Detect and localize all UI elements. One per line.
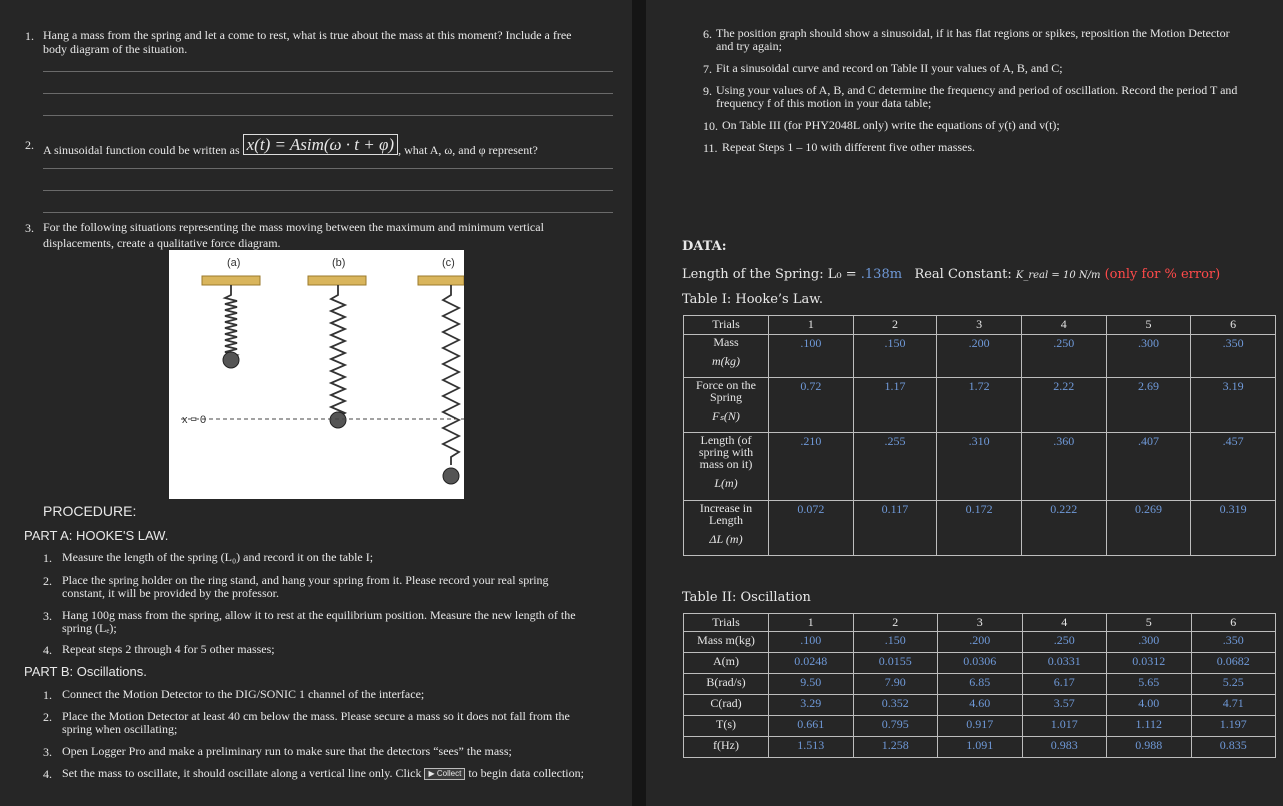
question-2-number: 2. [25, 138, 34, 152]
table1-trial-3[interactable]: 3 [937, 316, 1022, 335]
table2-cell[interactable]: 9.50 [769, 674, 854, 695]
left-page [0, 0, 632, 806]
table2-cell[interactable]: 0.0248 [769, 653, 854, 674]
step-9-text-cont: frequency f of this motion in your data table; [716, 96, 932, 110]
table1-row-header[interactable] [684, 433, 769, 501]
table2-title: Table II: Oscillation [682, 590, 811, 605]
step-10-number: 10. [703, 119, 718, 133]
a-step-4-text: Repeat steps 2 through 4 for 5 other masses; [62, 642, 275, 656]
a-step-3-text-cont: spring (Lₑ); [62, 621, 117, 635]
table2-cell[interactable]: 0.0331 [1022, 653, 1107, 674]
table2-trial-5[interactable]: 5 [1107, 614, 1192, 632]
table2-cell[interactable]: .100 [769, 632, 854, 653]
table2-row-header[interactable]: C(rad) [684, 695, 769, 716]
table1-cell[interactable]: .150 [853, 335, 937, 378]
table2-cell[interactable]: 0.352 [853, 695, 938, 716]
question-3-text: For the following situations representing the mass moving between the maximum and minimum vertical [43, 220, 544, 234]
step-7-number: 7. [703, 62, 712, 76]
step-9-text: Using your values of A, B, and C determine the frequency and period of oscillation. Record the period T and [716, 83, 1238, 97]
table1-cell[interactable]: 0.172 [937, 501, 1022, 556]
table1-row-header[interactable] [684, 335, 769, 378]
table1-cell[interactable]: 0.72 [769, 378, 854, 433]
figure-label-a: (a) [227, 257, 241, 269]
table2-row-header[interactable]: T(s) [684, 716, 769, 737]
x0-label: x = 0 [182, 414, 207, 426]
question-1-text: Hang a mass from the spring and let a come to rest, what is true about the mass at this moment? Include a free [43, 28, 572, 42]
table2-trial-6[interactable]: 6 [1191, 614, 1276, 632]
answer-line[interactable] [43, 212, 613, 213]
table2-cell[interactable]: 0.795 [853, 716, 938, 737]
table2-cell[interactable]: 6.17 [1022, 674, 1107, 695]
table2-cell[interactable]: 7.90 [853, 674, 938, 695]
table1-cell[interactable]: 2.22 [1021, 378, 1106, 433]
page-gutter [632, 0, 646, 806]
ceiling-c [418, 276, 464, 285]
row-header-unit: m(kg) [712, 354, 740, 368]
step-7-text: Fit a sinusoidal curve and record on Table II your values of A, B, and C; [716, 61, 1063, 75]
mass-c [443, 468, 459, 484]
real-constant-value: K_real = 10 N/m [1015, 270, 1101, 281]
b-step-4-number: 4. [43, 767, 52, 781]
collect-button[interactable]: ▶ Collect [424, 768, 465, 780]
table2-cell[interactable]: 1.091 [938, 737, 1023, 758]
table2-cell[interactable]: 1.258 [853, 737, 938, 758]
table1-cell[interactable]: .210 [769, 433, 854, 501]
b-step-3-number: 3. [43, 745, 52, 759]
a-step-2-number: 2. [43, 574, 52, 588]
table1-cell[interactable]: .407 [1106, 433, 1191, 501]
question-3-text-cont: displacements, create a qualitative force diagram. [43, 236, 281, 250]
ceiling-b [308, 276, 366, 285]
table2-trial-1[interactable]: 1 [769, 614, 854, 632]
step-10-text: On Table III (for PHY2048L only) write the equations of y(t) and v(t); [722, 118, 1060, 132]
table1-trial-1[interactable]: 1 [769, 316, 854, 335]
table1-cell[interactable]: 0.222 [1021, 501, 1106, 556]
table2-cell[interactable]: 0.988 [1107, 737, 1192, 758]
table2-cell[interactable]: .250 [1022, 632, 1107, 653]
table2-row [684, 716, 1276, 737]
row-header-unit: ΔL (m) [709, 532, 743, 546]
table1-cell[interactable]: .250 [1021, 335, 1106, 378]
procedure-title: PROCEDURE: [43, 503, 137, 519]
table2-trial-4[interactable]: 4 [1022, 614, 1107, 632]
spring-diagram [169, 250, 464, 499]
table2-row-header[interactable]: f(Hz) [684, 737, 769, 758]
table1-title: Table I: Hooke’s Law. [682, 292, 823, 307]
question-2-text: A sinusoidal function could be written as x(t) = Asim(ω · t + φ) , what A, ω, and φ represent? [43, 135, 538, 157]
table2-row [684, 653, 1276, 674]
table2-row [684, 632, 1276, 653]
table1-header-label[interactable]: Trials [684, 316, 769, 335]
table1-row [684, 501, 1276, 556]
table1-cell[interactable]: .360 [1021, 433, 1106, 501]
b-step-4-text: Set the mass to oscillate, it should oscillate along a vertical line only. Click ▶ Collect to begin data collection; [62, 766, 584, 780]
row-header-label: Mass [713, 335, 739, 349]
a-step-2-text-cont: constant, it will be provided by the professor. [62, 586, 279, 600]
a-step-1-number: 1. [43, 551, 52, 565]
a-step-1-text: Measure the length of the spring (L₀) and record it on the table I; [62, 550, 374, 564]
real-constant-note: (only for % error) [1104, 267, 1221, 282]
table2-row-header[interactable]: Mass m(kg) [684, 632, 769, 653]
table2-cell[interactable]: 4.71 [1191, 695, 1276, 716]
row-header-label: Force on the Spring [696, 378, 756, 404]
figure-label-b: (b) [332, 257, 346, 269]
table1-row-header[interactable] [684, 378, 769, 433]
answer-line[interactable] [43, 115, 613, 116]
table1-trial-2[interactable]: 2 [853, 316, 937, 335]
table1-cell[interactable]: 3.19 [1191, 378, 1276, 433]
b-step-2-text-cont: spring when oscillating; [62, 722, 178, 736]
row-header-unit: Fₛ(N) [712, 409, 740, 423]
table2-cell[interactable]: 5.65 [1107, 674, 1192, 695]
table1-cell[interactable]: 1.72 [937, 378, 1022, 433]
table2-cell[interactable]: 0.983 [1022, 737, 1107, 758]
spring-mass-figure [169, 250, 464, 499]
table2-cell[interactable]: 0.0306 [938, 653, 1023, 674]
table2-cell[interactable]: .300 [1107, 632, 1192, 653]
a-step-3-number: 3. [43, 609, 52, 623]
table1-cell[interactable]: .255 [853, 433, 937, 501]
table2-row [684, 695, 1276, 716]
question-3-number: 3. [25, 221, 34, 235]
table2-trial-2[interactable]: 2 [853, 614, 938, 632]
table2-cell[interactable]: 3.57 [1022, 695, 1107, 716]
table1-cell[interactable]: 1.17 [853, 378, 937, 433]
table1-trial-5[interactable]: 5 [1106, 316, 1191, 335]
a-step-2-text: Place the spring holder on the ring stand, and hang your spring from it. Please record your real spring [62, 573, 549, 587]
table1-cell[interactable]: 0.269 [1106, 501, 1191, 556]
row-header-label: Length (of spring with mass on it) [698, 433, 754, 471]
row-header-unit: L(m) [714, 476, 738, 490]
part-a-title: PART A: HOOKE'S LAW. [24, 528, 169, 543]
step-9-number: 9. [703, 84, 712, 98]
right-page [646, 0, 1283, 806]
table2-cell[interactable]: .350 [1191, 632, 1276, 653]
table2-row [684, 737, 1276, 758]
step-11-number: 11. [703, 141, 718, 155]
table1-cell[interactable]: .200 [937, 335, 1022, 378]
figure-label-c: (c) [442, 257, 455, 269]
table2-cell[interactable]: 0.661 [769, 716, 854, 737]
spring-length-value: .138m [860, 267, 903, 282]
step-6-text-cont: and try again; [716, 39, 782, 53]
table2-header-row [684, 614, 1276, 632]
ceiling-a [202, 276, 260, 285]
table2-cell[interactable]: .150 [853, 632, 938, 653]
table2-cell[interactable]: 0.0155 [853, 653, 938, 674]
row-header-label: Increase in Length [699, 501, 753, 527]
table2-cell[interactable]: 6.85 [938, 674, 1023, 695]
a-step-3-text: Hang 100g mass from the spring, allow it to rest at the equilibrium position. Measure the new length of the [62, 608, 576, 622]
spring-b [331, 285, 345, 425]
table2-cell[interactable]: 4.00 [1107, 695, 1192, 716]
question-1-text-cont: body diagram of the situation. [43, 42, 188, 56]
hookes-law-table [683, 315, 1276, 556]
step-6-number: 6. [703, 27, 712, 41]
a-step-4-number: 4. [43, 643, 52, 657]
table1-cell[interactable]: 0.072 [769, 501, 854, 556]
table1-row [684, 335, 1276, 378]
data-title: DATA: [682, 239, 727, 254]
table2-header-label[interactable]: Trials [684, 614, 769, 632]
answer-line[interactable] [43, 168, 613, 169]
table1-header-row [684, 316, 1276, 335]
mass-a [223, 352, 239, 368]
answer-line[interactable] [43, 190, 613, 191]
table2-cell[interactable]: 1.112 [1107, 716, 1192, 737]
step-6-text: The position graph should show a sinusoidal, if it has flat regions or spikes, reposition the Motion Detector [716, 26, 1230, 40]
table2-row [684, 674, 1276, 695]
table2-row-header[interactable]: B(rad/s) [684, 674, 769, 695]
b-step-2-number: 2. [43, 710, 52, 724]
table1-cell[interactable]: .300 [1106, 335, 1191, 378]
table2-cell[interactable]: 3.29 [769, 695, 854, 716]
table1-cell[interactable]: 0.319 [1191, 501, 1276, 556]
step-11-text: Repeat Steps 1 – 10 with different five other masses. [722, 140, 976, 154]
table1-cell[interactable]: 0.117 [853, 501, 937, 556]
table1-trial-6[interactable]: 6 [1191, 316, 1276, 335]
oscillation-table [683, 613, 1276, 758]
answer-line[interactable] [43, 71, 613, 72]
table2-cell[interactable]: 0.0312 [1107, 653, 1192, 674]
table1-trial-4[interactable]: 4 [1021, 316, 1106, 335]
table1-row [684, 433, 1276, 501]
spring-length-line: Length of the Spring: L₀ = .138m Real Constant: K_real = 10 N/m (only for % error) [682, 267, 1221, 282]
table2-cell[interactable]: 1.513 [769, 737, 854, 758]
table1-cell[interactable]: .310 [937, 433, 1022, 501]
table2-cell[interactable]: 0.917 [938, 716, 1023, 737]
spring-c [443, 285, 459, 465]
table2-cell[interactable]: .200 [938, 632, 1023, 653]
mass-b [330, 412, 346, 428]
part-b-title: PART B: Oscillations. [24, 664, 147, 679]
table1-cell[interactable]: 2.69 [1106, 378, 1191, 433]
table2-cell[interactable]: 1.197 [1191, 716, 1276, 737]
table2-cell[interactable]: 1.017 [1022, 716, 1107, 737]
table1-cell[interactable]: .100 [769, 335, 854, 378]
answer-line[interactable] [43, 93, 613, 94]
table2-cell[interactable]: 5.25 [1191, 674, 1276, 695]
table2-cell[interactable]: 4.60 [938, 695, 1023, 716]
table1-cell[interactable]: .350 [1191, 335, 1276, 378]
b-step-1-text: Connect the Motion Detector to the DIG/SONIC 1 channel of the interface; [62, 687, 425, 701]
table1-row-header[interactable] [684, 501, 769, 556]
question-1-number: 1. [25, 29, 34, 43]
table2-cell[interactable]: 0.835 [1191, 737, 1276, 758]
table1-cell[interactable]: .457 [1191, 433, 1276, 501]
table1-row [684, 378, 1276, 433]
table2-row-header[interactable]: A(m) [684, 653, 769, 674]
b-step-1-number: 1. [43, 688, 52, 702]
sinusoid-equation: x(t) = Asim(ω · t + φ) [243, 134, 398, 155]
table2-cell[interactable]: 0.0682 [1191, 653, 1276, 674]
b-step-2-text: Place the Motion Detector at least 40 cm below the mass. Please secure a mass so it does not fall from the [62, 709, 570, 723]
table2-trial-3[interactable]: 3 [938, 614, 1023, 632]
b-step-3-text: Open Logger Pro and make a preliminary run to make sure that the detectors “sees” the mass; [62, 744, 512, 758]
